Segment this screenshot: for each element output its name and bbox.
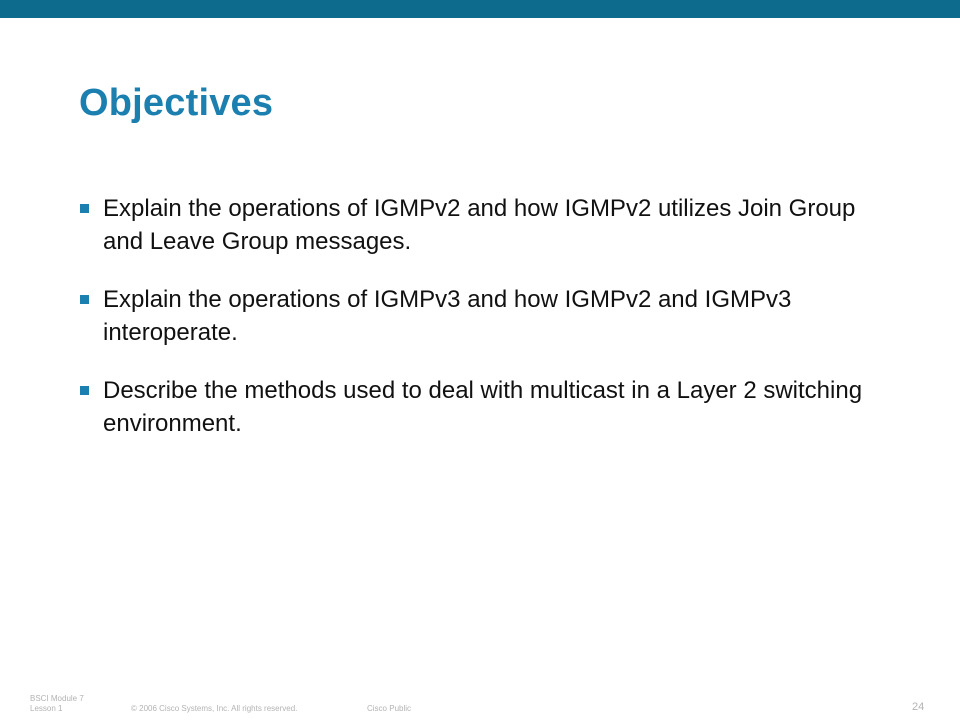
objective-text: Describe the methods used to deal with multicast in a Layer 2 switching environment.: [103, 377, 863, 437]
footer-classification: Cisco Public: [367, 704, 412, 713]
square-bullet-icon: [80, 204, 89, 213]
square-bullet-icon: [80, 295, 89, 304]
footer-module: BSCI Module 7: [30, 694, 84, 703]
slide-title: Objectives: [79, 82, 274, 124]
footer-copyright: © 2006 Cisco Systems, Inc. All rights reserved.: [131, 704, 298, 713]
objective-text: Explain the operations of IGMPv2 and how IGMPv2 utilizes Join Group and Leave Group messages.: [103, 195, 856, 255]
objective-item: [80, 374, 900, 440]
objective-item: [80, 283, 900, 349]
objective-text: Explain the operations of IGMPv3 and how IGMPv2 and IGMPv3 interoperate.: [103, 286, 792, 346]
objective-item: [80, 192, 900, 258]
footer-lesson: Lesson 1: [30, 704, 63, 713]
square-bullet-icon: [80, 386, 89, 395]
objectives-list: [80, 192, 900, 465]
page-number: 24: [912, 701, 925, 713]
footer-module-info: [30, 694, 84, 714]
top-banner-bar: [0, 0, 960, 18]
